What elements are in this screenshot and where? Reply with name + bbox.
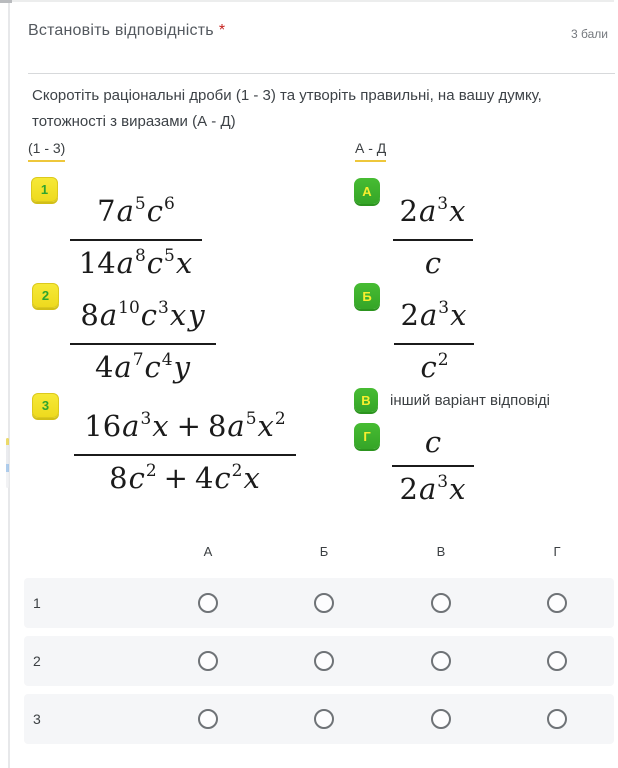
radio-row3-col-a[interactable] (198, 709, 218, 729)
radio-row3-col-g[interactable] (547, 709, 567, 729)
item-3-badge: 3 (32, 393, 59, 418)
item-2-fraction (70, 293, 216, 395)
left-column-label: (1 - 3) (28, 140, 65, 162)
option-b-denominator: $c^2$ (420, 350, 449, 384)
radio-row1-col-v[interactable] (431, 593, 451, 613)
option-a-fraction (393, 189, 473, 286)
item-2-numerator: $8a^{10}c^3xy$ (80, 298, 205, 332)
description-line-1: Скоротіть раціональні дроби (1 - 3) та утворіть правильні, на вашу думку, (32, 87, 542, 104)
item-1-numerator: $7a^5c^6$ (97, 194, 175, 228)
item-1-denominator: $14a^8c^5x$ (78, 246, 193, 280)
option-b-numerator: $2a^3x$ (400, 298, 467, 332)
card-left-border (8, 0, 10, 768)
option-g-numerator: c (424, 425, 442, 459)
radio-row3-col-v[interactable] (431, 709, 451, 729)
right-column-label: А - Д (355, 140, 386, 162)
grid-row-3-label: 3 (33, 711, 41, 727)
radio-row2-col-a[interactable] (198, 651, 218, 671)
item-1-badge: 1 (31, 177, 58, 202)
option-b-badge: Б (354, 283, 380, 309)
grid-row-1 (24, 578, 614, 628)
card-top-border (0, 0, 614, 2)
grid-column-header-v: В (436, 544, 446, 559)
option-a-badge: А (354, 178, 380, 204)
option-a-numerator: $2a^3x$ (399, 194, 466, 228)
radio-row1-col-g[interactable] (547, 593, 567, 613)
grid-row-2 (24, 636, 614, 686)
description-line-2: тотожності з виразами (А - Д) (32, 113, 236, 130)
question-title (28, 22, 225, 40)
radio-row2-col-b[interactable] (314, 651, 334, 671)
option-v-badge: В (354, 388, 378, 412)
grid-column-header-a: А (203, 544, 213, 559)
grid-row-1-label: 1 (33, 595, 41, 611)
option-g-badge: Г (354, 423, 380, 449)
option-v-text: інший варіант відповіді (390, 392, 550, 409)
question-description (28, 73, 615, 135)
card-top-corner (0, 0, 12, 3)
points-badge: 3 бали (571, 27, 608, 41)
grid-column-header-g: Г (553, 544, 561, 559)
item-2-denominator: $4a^7c^4y$ (94, 350, 191, 384)
option-b-fraction (394, 293, 474, 395)
option-g-denominator: $2a^3x$ (399, 472, 466, 506)
item-2-badge: 2 (32, 283, 59, 308)
left-edge-artifact (6, 438, 9, 488)
radio-row1-col-b[interactable] (314, 593, 334, 613)
required-asterisk: * (218, 22, 226, 39)
grid-row-2-label: 2 (33, 653, 41, 669)
radio-row2-col-v[interactable] (431, 651, 451, 671)
item-1-fraction (70, 189, 202, 291)
option-a-denominator: c (424, 246, 442, 280)
item-3-fraction (74, 404, 296, 506)
option-g-fraction (392, 420, 474, 517)
radio-row3-col-b[interactable] (314, 709, 334, 729)
item-3-denominator: $8c^2 + 4c^2x$ (109, 461, 260, 495)
question-title-text: Встановіть відповідність (28, 22, 214, 39)
item-3-numerator: $16a^3x + 8a^5x^2$ (84, 409, 286, 443)
radio-row1-col-a[interactable] (198, 593, 218, 613)
grid-column-header-b: Б (319, 544, 329, 559)
radio-row2-col-g[interactable] (547, 651, 567, 671)
grid-row-3 (24, 694, 614, 744)
